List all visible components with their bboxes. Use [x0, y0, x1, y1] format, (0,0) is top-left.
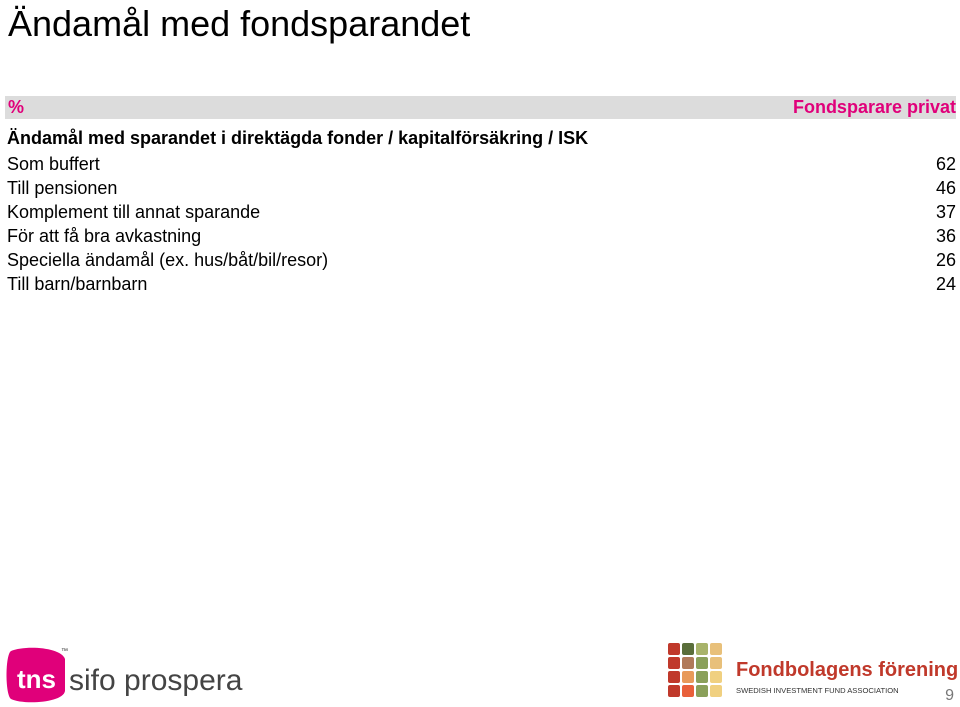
tns-mark: tns [17, 664, 56, 694]
column-header: Fondsparare privat [792, 97, 956, 117]
logo-square [710, 657, 722, 669]
logo-square [710, 671, 722, 683]
row-value: 37 [935, 202, 956, 222]
fond-tagline: SWEDISH INVESTMENT FUND ASSOCIATION [736, 686, 899, 695]
logo-square [668, 657, 680, 669]
logo-square [668, 643, 680, 655]
logo-square [696, 685, 708, 697]
row-label: Som buffert [7, 154, 100, 174]
table-row [7, 224, 956, 248]
table-row [7, 248, 956, 272]
logo-square [668, 685, 680, 697]
row-label: Till barn/barnbarn [7, 274, 148, 294]
section-heading: Ändamål med sparandet i direktägda fonder / kapitalförsäkring / ISK [7, 128, 589, 148]
row-label: Speciella ändamål (ex. hus/båt/bil/resor) [7, 250, 329, 270]
tns-wordmark: sifo prospera [69, 664, 243, 697]
row-label: Komplement till annat sparande [7, 202, 261, 222]
row-value: 36 [935, 226, 956, 246]
logo-square [682, 685, 694, 697]
table-row [7, 200, 956, 224]
page-number: 9 [945, 687, 954, 704]
logo-square [710, 643, 722, 655]
row-label: Till pensionen [7, 178, 118, 198]
logo-square [696, 643, 708, 655]
table-row [7, 272, 956, 296]
fond-name: Fondbolagens förening [736, 659, 959, 681]
fondbolagens-logo [668, 642, 959, 700]
row-value: 24 [935, 274, 956, 294]
logo-square [710, 685, 722, 697]
logo-square [682, 671, 694, 683]
row-value: 26 [935, 250, 956, 270]
table-row [7, 176, 956, 200]
tns-sifo-prospera-logo [5, 645, 245, 705]
table-header [5, 96, 956, 119]
table-row [7, 152, 956, 176]
logo-square [682, 657, 694, 669]
row-label: För att få bra avkastning [7, 226, 202, 246]
row-value: 46 [935, 178, 956, 198]
logo-square [682, 643, 694, 655]
logo-square [668, 671, 680, 683]
tns-tm: ™ [61, 648, 68, 655]
page-title: Ändamål med fondsparandet [8, 3, 471, 44]
logo-square [696, 657, 708, 669]
unit-label: % [8, 97, 25, 117]
row-value: 62 [935, 154, 956, 174]
data-rows [7, 152, 956, 296]
logo-square [696, 671, 708, 683]
logo-grid [668, 643, 722, 697]
